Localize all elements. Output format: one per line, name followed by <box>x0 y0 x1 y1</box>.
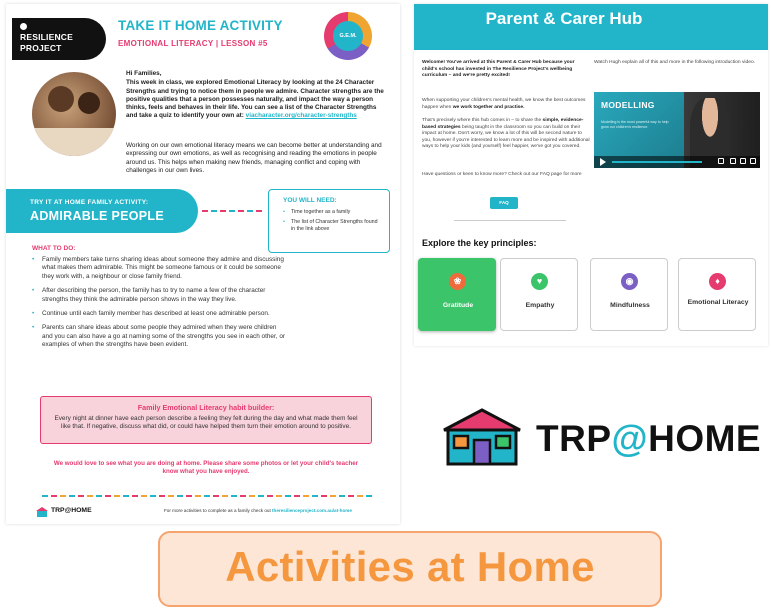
caption-text: Activities at Home <box>225 543 595 590</box>
activity-title: ADMIRABLE PEOPLE <box>30 209 164 223</box>
greeting: Hi Families, <box>126 70 162 77</box>
gem-badge-label: G.E.M. <box>333 21 363 51</box>
logo-dot <box>20 23 27 30</box>
todo-item: • Parents can share ideas about some people they admired when they were children and you can also have a go at naming some of the strengths you see in each other, or examples of when the strengths have been evident. <box>32 324 288 349</box>
todo-item: • Continue until each family member has described at least one admirable person. <box>32 310 288 318</box>
hub-watch-text: Watch Hugh explain all of this and more in the following introduction video. <box>594 60 756 65</box>
mindfulness-icon: ◉ <box>621 273 638 290</box>
hub-divider <box>454 220 566 221</box>
footer-text: For more activities to complete as a family check out theresilienceproject.com.au/at-home <box>164 508 352 513</box>
video-title: MODELLING <box>601 100 655 110</box>
dashed-divider <box>202 210 262 212</box>
house-icon <box>36 507 48 517</box>
footer-logo <box>36 506 96 518</box>
hub-paragraph-3: Have questions or keen to know more? Check out our FAQ page for more <box>422 172 582 177</box>
need-item: • Time together as a family <box>283 209 383 216</box>
principle-label: Gratitude <box>442 302 474 309</box>
what-to-do-heading: WHAT TO DO: <box>32 245 76 252</box>
principle-label: Mindfulness <box>610 302 650 309</box>
activity-label: TRY IT AT HOME FAMILY ACTIVITY: <box>30 199 149 206</box>
gratitude-icon: ❀ <box>449 273 466 290</box>
principle-card-emotional-literacy[interactable] <box>678 258 756 331</box>
you-will-need-box <box>268 189 390 253</box>
character-strengths-link[interactable]: viacharacter.org/character-strengths <box>245 112 357 120</box>
take-home-worksheet <box>6 4 400 524</box>
explore-title: Explore the key principles: <box>422 238 537 248</box>
principle-label: Empathy <box>525 302 555 309</box>
captions-icon[interactable] <box>740 158 746 164</box>
activity-banner <box>6 189 198 233</box>
need-list <box>283 209 383 235</box>
faq-button[interactable]: FAQ <box>490 197 518 209</box>
at-home-link[interactable]: theresilienceproject.com.au/at-home <box>272 508 352 513</box>
todo-item: • After describing the person, the family has to try to name a few of the character strengths they think the admirable person shows in the way they live. <box>32 287 288 304</box>
colorful-house-icon <box>440 408 524 466</box>
share-text: We would love to see what you are doing at home. Please share some photos or let your child's teacher know what you have enjoyed. <box>53 460 359 476</box>
settings-icon[interactable] <box>730 158 736 164</box>
kids-photo <box>32 72 116 156</box>
parent-carer-hub <box>414 4 768 346</box>
footer-divider <box>42 495 372 497</box>
hub-banner <box>414 4 768 50</box>
principle-card-mindfulness[interactable] <box>590 258 668 331</box>
footer-logo-text: TRP@HOME <box>51 507 92 514</box>
emotional-literacy-icon: ♦ <box>709 273 726 290</box>
intro-video-player[interactable] <box>594 92 760 168</box>
hub-title: Parent & Carer Hub <box>485 9 643 28</box>
hub-welcome: Welcome! You've arrived at this Parent & Carer Hub because your child's school has invested in The Resilience Project's wellbeing curriculum – and we're pretty excited! <box>422 60 575 79</box>
hub-paragraph-2: That's precisely where this hub comes in – to share the simple, evidence-based strategies being taught in the classroom so you can build on their impact at home. Don't worry, we know a lot of this will be second nature to you, however if you're interested to learn more and be inspired with additional ways to help your kids (and yourself) feel happier, we've got you covered. <box>422 118 590 150</box>
video-progress-bar[interactable] <box>612 161 702 163</box>
intro-text <box>126 70 388 121</box>
intro-paragraph-2: Working on our own emotional literacy means we can become better at understanding and expressing our own emotions, as well as recognising and reading the emotions in people around us. This helps when making new friends, managing conflict and coping with challenges in our own lives. <box>126 142 382 174</box>
play-icon[interactable] <box>600 158 606 166</box>
intro-bold: This week in class, we explored Emotional Literacy by looking at the 24 Character Strengths and trying to notice them in people we admire. Character strengths are the positive qualities that a person possesses naturally, and impact the way a person thinks, feels and behaves in their life. You can see a list of the Character Strengths and take a quiz to identify your own at: <box>126 79 384 120</box>
logo-line-resilience: RESILIENCE <box>20 32 74 42</box>
need-title: YOU WILL NEED: <box>283 197 337 204</box>
principle-label: Emotional Literacy <box>687 299 749 306</box>
logo-line-project: PROJECT <box>20 43 62 53</box>
fullscreen-icon[interactable] <box>750 158 756 164</box>
principle-card-empathy[interactable] <box>500 258 578 331</box>
empathy-icon: ♥ <box>531 273 548 290</box>
caption-box <box>158 531 662 607</box>
worksheet-subtitle: EMOTIONAL LITERACY | LESSON #5 <box>118 39 268 48</box>
gem-badge-icon <box>324 12 372 60</box>
trp-at-home-logo <box>440 408 770 472</box>
todo-item: • Family members take turns sharing ideas about someone they admire and discussing what makes them admirable. This might be someone famous or it could be someone they work with, a neighbour or close family friend. <box>32 256 288 281</box>
habit-title: Family Emotional Literacy habit builder: <box>137 403 275 412</box>
what-to-do-list <box>32 256 288 356</box>
video-subtitle: Modelling is the most powerful way to help grow our children's resilience. <box>601 120 669 129</box>
trp-at-home-text: TRP@HOME <box>536 418 762 459</box>
habit-body: Every night at dinner have each person describe a feeling they felt during the day and what made them feel like that. If negative, discuss what did, or could have helped them turn their emotion around to positive. <box>54 415 358 431</box>
worksheet-header <box>6 12 400 62</box>
worksheet-title: TAKE IT HOME ACTIVITY <box>118 18 283 33</box>
principle-card-gratitude[interactable] <box>418 258 496 331</box>
need-item: • The list of Character Strengths found in the link above <box>283 219 383 233</box>
resilience-project-logo <box>12 18 106 60</box>
volume-icon[interactable] <box>718 158 724 164</box>
hub-paragraph-1: When supporting your children's mental health, we know the best outcomes happen when we work together and practise. <box>422 98 586 110</box>
habit-builder-box <box>40 396 372 444</box>
